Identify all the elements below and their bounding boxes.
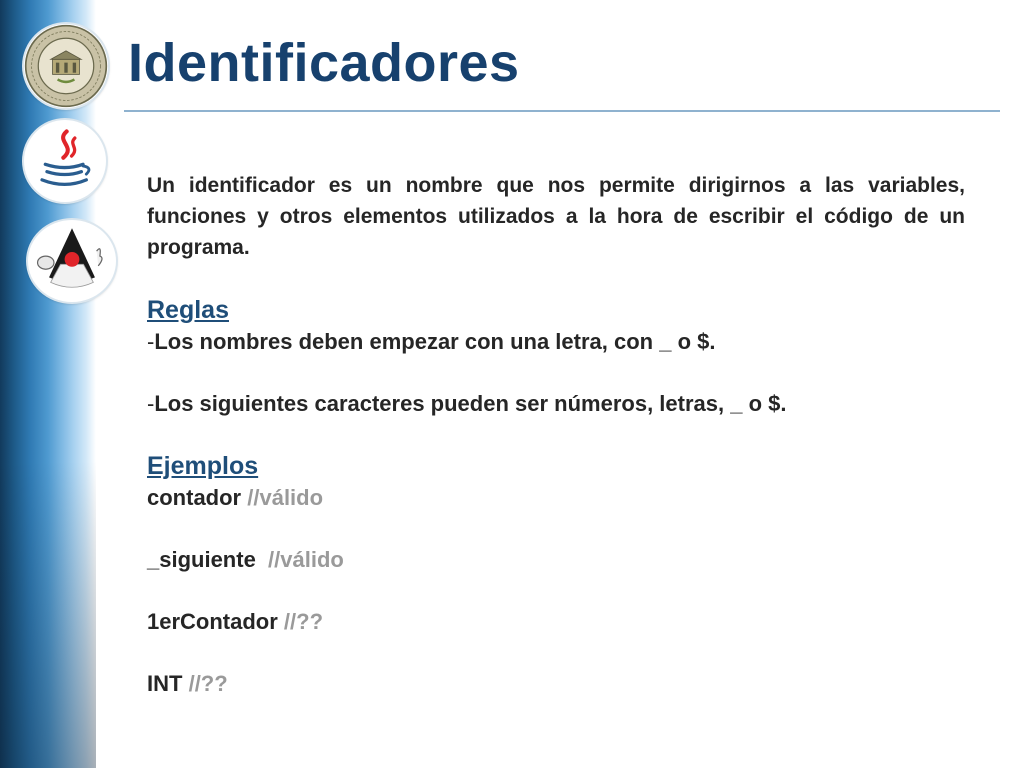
rule-dash: - [147, 391, 155, 416]
example-item [147, 668, 965, 699]
sidebar-gradient [0, 0, 96, 768]
java-duke-mascot-icon [28, 220, 116, 302]
java-coffee-cup-icon [24, 120, 106, 202]
example-code: INT [147, 671, 183, 696]
rule-item [147, 388, 965, 419]
rule-item [147, 326, 965, 357]
rule-text: Los nombres deben empezar con una letra, con _ o $. [154, 329, 716, 354]
example-item [147, 482, 965, 513]
example-comment: //?? [188, 671, 228, 696]
example-code: contador [147, 485, 242, 510]
rules-heading: Reglas [147, 296, 229, 324]
rule-text: Los siguientes caracteres pueden ser números, letras, _ o $. [154, 391, 787, 416]
example-comment: //válido [247, 485, 324, 510]
slide-title: Identificadores [128, 33, 520, 93]
example-comment: //válido [268, 547, 344, 572]
example-code: 1erContador [147, 609, 278, 634]
example-code: _siguiente [147, 547, 256, 572]
intro-paragraph: Un identificador es un nombre que nos permite dirigirnos a las variables, funciones y otros elementos utilizados a la hora de escribir el código de un programa. [147, 174, 965, 259]
rule-dash: - [147, 329, 155, 354]
slide-body [147, 170, 965, 699]
examples-heading: Ejemplos [147, 452, 259, 480]
example-item [147, 606, 965, 637]
example-comment: //?? [283, 609, 324, 634]
example-item [147, 544, 965, 575]
university-seal-icon [24, 24, 108, 108]
title-divider [124, 110, 1000, 112]
